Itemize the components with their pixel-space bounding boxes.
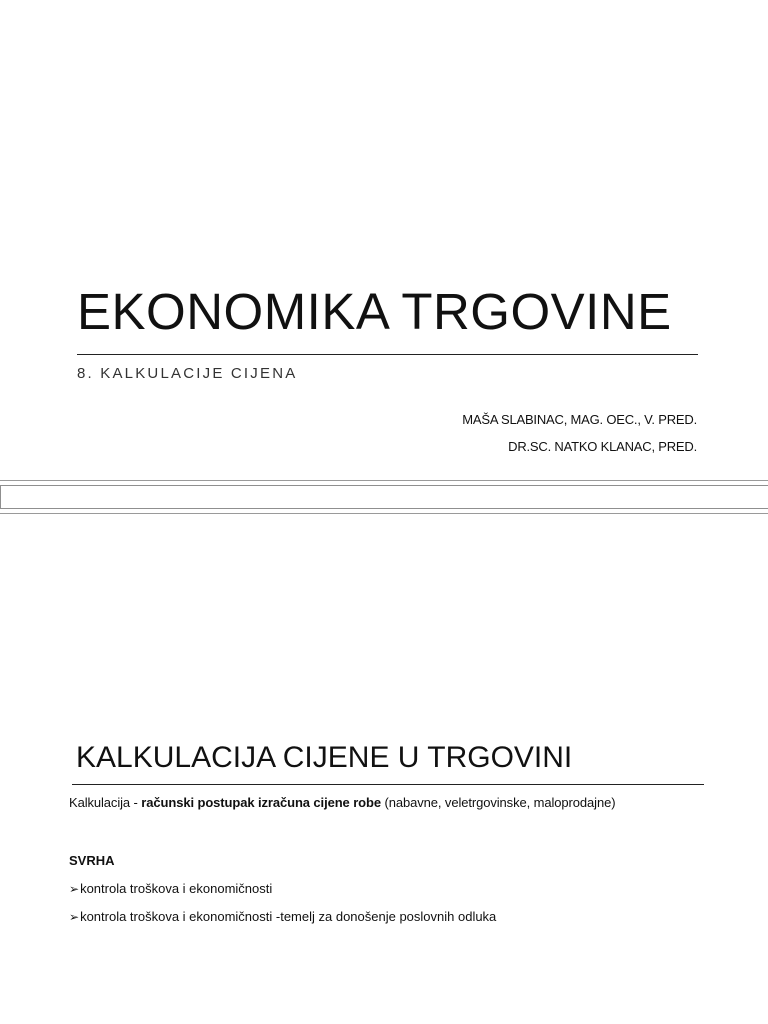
purpose-label: SVRHA (69, 853, 115, 868)
definition-bold: računski postupak izračuna cijene robe (141, 795, 381, 810)
heading-divider (72, 784, 704, 785)
title-slide (0, 0, 768, 480)
definition-prefix: Kalkulacija - (69, 795, 142, 810)
author-line-2: DR.SC. NATKO KLANAC, PRED. (508, 439, 697, 454)
definition-paragraph (69, 795, 615, 810)
content-slide (0, 514, 768, 1024)
separator-frame (0, 485, 768, 509)
list-item (69, 909, 496, 924)
presentation-subtitle: 8. KALKULACIJE CIJENA (77, 365, 298, 382)
list-item (69, 881, 272, 896)
arrow-bullet-icon: ➢ (69, 882, 80, 896)
slide-separator (0, 480, 768, 514)
author-line-1: MAŠA SLABINAC, MAG. OEC., V. PRED. (462, 412, 697, 427)
presentation-title: EKONOMIKA TRGOVINE (77, 283, 672, 340)
slide-heading: KALKULACIJA CIJENE U TRGOVINI (76, 741, 573, 774)
title-divider (77, 354, 698, 355)
arrow-bullet-icon: ➢ (69, 910, 80, 924)
list-item-text: kontrola troškova i ekonomičnosti -temelj za donošenje poslovnih odluka (80, 909, 497, 924)
list-item-text: kontrola troškova i ekonomičnosti (80, 881, 273, 896)
definition-suffix: (nabavne, veletrgovinske, maloprodajne) (380, 795, 616, 810)
